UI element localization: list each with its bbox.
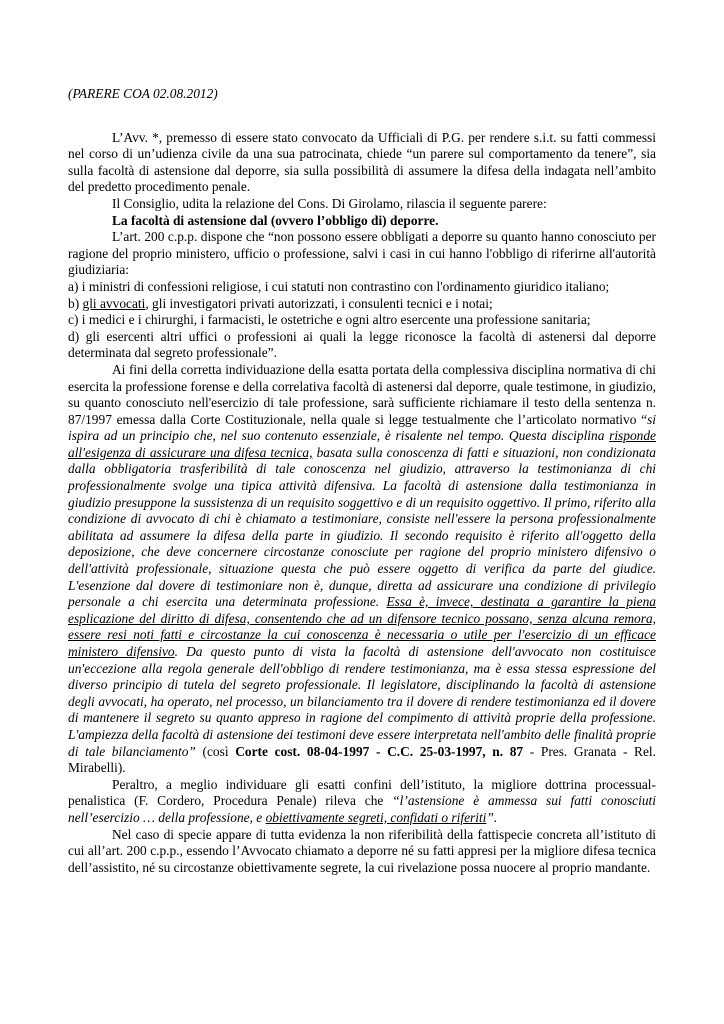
- court-quote-2-underlined: Essa è, invece, destinata a garantire la piena esplicazione del diritto di difesa, consentendo che ad un difensore tecnico possano, senza alcuna remora, essere resi noti fatti e circostanze la cui conoscenza è necessaria o utile per l'esercizio di un efficace ministero difensivo: [68, 594, 656, 659]
- paragraph-conclusion: Nel caso di specie appare di tutta evidenza la non riferibilità della fattispecie concreta all’istituto di cui all’art. 200 c.p.p., essendo l’Avvocato chiamato a deporre né su fatti appresi per la migliore difesa tecnica dell’assistito, né su circostanze obiettivamente segrete, la cui rivelazione possa nuocere al proprio mandante.: [68, 826, 656, 875]
- paragraph-doctrine: [68, 777, 656, 827]
- section-subtitle: La facoltà di astensione dal (ovvero l’obbligo di) deporre.: [112, 212, 439, 228]
- court-quote-2: basata sulla conoscenza di fatti e situazioni, non condizionata dalla obbligatoria trasferibilità di tale conoscenza nel giudizio, attraverso la testimonianza di chi professionalmente svolge una tipica attività difensiva. La facoltà di astensione dalla testimonianza in giudizio presuppone la sussistenza di un requisito soggettivo e di un requisito oggettivo. Il primo, riferito alla condizione di avvocato di chi è chiamato a testimoniare, consiste nell'essere la persona professionalmente abilitata ad assumere la difesa della parte in giudizio. Il secondo requisito è riferito all'oggetto della deposizione, che deve concernere circostanze conosciute per ragione del proprio ministero difensivo o dell'attività professionale, situazione questa che può essere oggetto di verifica da parte del giudice. L'esenzione dal dovere di testimoniare non è, dunque, diretta ad assicurare una condizione di privilegio personale a chi esercita una determinata professione.: [68, 444, 656, 610]
- court-quote-3: . Da questo punto di vista la facoltà di astensione dell'avvocato non costituisce un'eccezione alla regola generale dell'obbligo di rendere testimonianza, ma è essa stessa espressione del diverso principio di tutela del segreto professionale. Il legislatore, disciplinando la facoltà di astensione degli avvocati, ha operato, nel processo, un bilanciamento tra il dovere di rendere testimonianza ed il dovere di mantenere il segreto su quanto appreso in ragione del compimento di attività proprie della professione. L'ampiezza della facoltà di astensione dei testimoni deve essere interpretata nell'ambito delle finalità proprie di tale bilanciamento”: [68, 644, 656, 759]
- list-item-b: [68, 296, 656, 313]
- doctrine-quote-end: ”.: [486, 809, 498, 825]
- court-intro: Ai fini della corretta individuazione della esatta portata della complessiva disciplina normativa di chi esercita la professione forense e della correlativa facoltà di astenersi dal deporre, quale testimone, in giudizio, su quanto conosciuto nell'esercizio di tale professione, sarà sufficiente richiamare il testo della sentenza n. 87/1997 emessa dalla Corte Costituzionale, nella quale si legge testualmente che l’articolato normativo “: [68, 361, 656, 427]
- list-item-b-rest: , gli investigatori privati autorizzati, i consulenti tecnici e i notai;: [145, 295, 493, 311]
- list-item-b-underlined: gli avvocati: [82, 295, 146, 311]
- paragraph-article-200: L’art. 200 c.p.p. dispone che “non possono essere obbligati a deporre su quanto hanno conosciuto per ragione del proprio ministero, ufficio o professione, salvi i casi in cui hanno l'obbligo di riferirne all'autorità giudiziaria:: [68, 229, 656, 278]
- court-quote-1: si ispira ad un principio che, nel suo contenuto essenziale, è risalente nel tempo. Questa disciplina: [68, 411, 656, 444]
- list-item-d: d) gli esercenti altri uffici o professioni ai quali la legge riconosce la facoltà di astenersi dal deporre determinata dal segreto professionale”.: [68, 328, 656, 361]
- paragraph-request: L’Avv. *, premesso di essere stato convocato da Ufficiali di P.G. per rendere s.i.t. su fatti commessi nel corso di un’udienza civile da una sua patrocinata, chiede “un parere sul comportamento da tenere”, sia sulla facoltà di astensione dal deporre, sia sulla possibilità di assumere la difesa della indagata nell’ambito del predetto procedimento penale.: [68, 129, 656, 195]
- doctrine-quote: “l’astensione è ammessa sui fatti conosciuti nell’esercizio … della professione, e: [68, 793, 656, 825]
- court-citation: Corte cost. 08-04-1997 - C.C. 25-03-1997, n. 87: [235, 743, 524, 759]
- court-quote-1-underlined: risponde all'esigenza di assicurare una difesa tecnica,: [68, 428, 656, 460]
- court-end: - Pres. Granata - Rel. Mirabelli).: [68, 743, 657, 776]
- court-cosi: (così: [195, 743, 236, 759]
- list-item-a: a) i ministri di confessioni religiose, i cui statuti non contrastino con l'ordinamento giuridico italiano;: [68, 278, 610, 294]
- doctrine-quote-underlined: obiettivamente segreti, confidati o riferiti: [265, 809, 487, 825]
- list-item-b-prefix: b): [68, 295, 83, 311]
- paragraph-constitutional-court: [68, 362, 656, 777]
- list-item-c: c) i medici e i chirurghi, i farmacisti, le ostetriche e ogni altro esercente una professione sanitaria;: [68, 312, 591, 328]
- paragraph-council: Il Consiglio, udita la relazione del Cons. Di Girolamo, rilascia il seguente parere:: [112, 195, 547, 211]
- doctrine-intro: Peraltro, a meglio individuare gli esatti confini dell’istituto, la migliore dottrina processual-penalistica (F. Cordero, Procedura Penale) rileva che: [68, 776, 656, 809]
- document-heading: (PARERE COA 02.08.2012): [68, 86, 218, 101]
